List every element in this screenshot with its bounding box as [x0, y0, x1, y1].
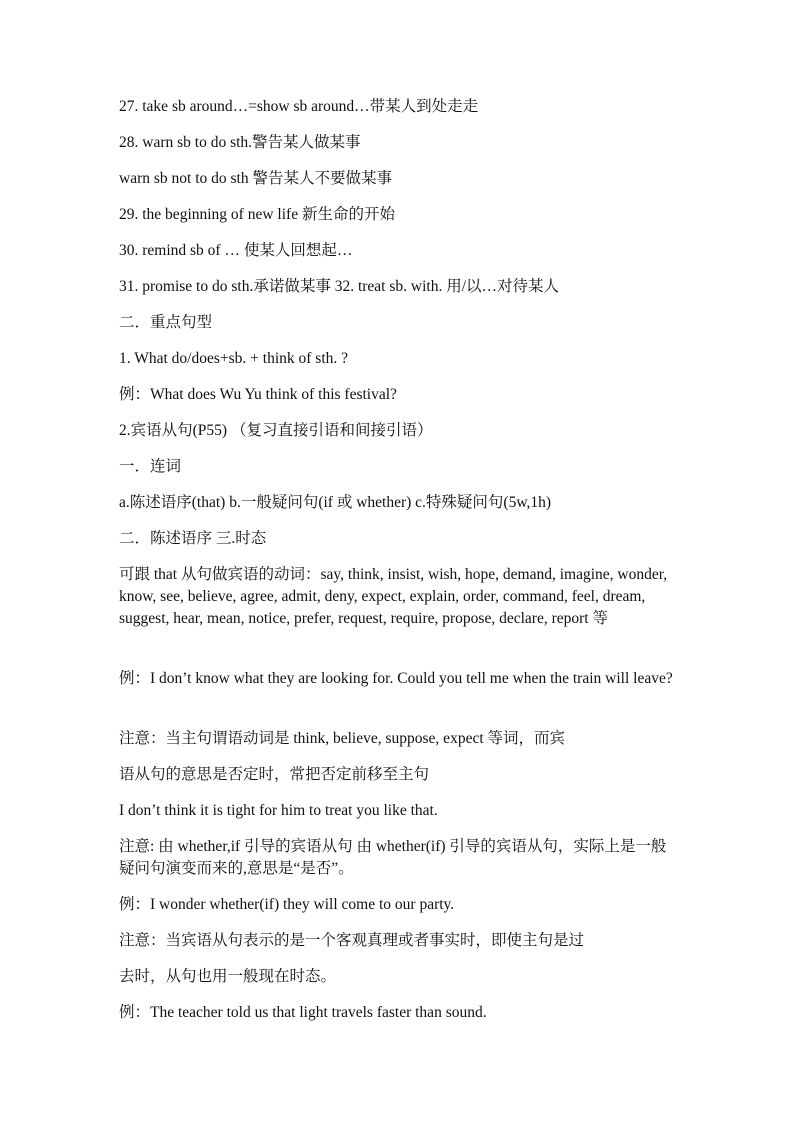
conjunction-types: a.陈述语序(that) b.一般疑问句(if 或 whether) c.特殊疑问句(5w,1h) — [119, 494, 552, 511]
item-27: 27. take sb around…=show sb around…带某人到处走走 — [119, 98, 479, 115]
word-order-tense-heading: 二．陈述语序 三.时态 — [119, 530, 267, 547]
example-festival: 例：What does Wu Yu think of this festival? — [119, 386, 397, 403]
example-tight: I don’t think it is tight for him to treat you like that. — [119, 802, 438, 819]
item-28: 28. warn sb to do sth.警告某人做某事 — [119, 134, 361, 151]
sentence-pattern-1: 1. What do/does+sb. + think of sth. ? — [119, 350, 349, 367]
note-objective-truth-line1: 注意：当宾语从句表示的是一个客观真理或者事实时，即使主句是过 — [119, 932, 585, 949]
example-looking-for: 例：I don’t know what they are looking for. Could you tell me when the train will leave? — [119, 670, 673, 687]
note-negative-transfer-line1: 注意：当主句谓语动词是 think, believe, suppose, expect 等词，而宾 — [119, 730, 566, 747]
note-negative-transfer-line2: 语从句的意思是否定时，常把否定前移至主句 — [119, 766, 430, 783]
conjunction-heading: 一．连词 — [119, 458, 182, 475]
object-clause-heading: 2.宾语从句(P55) （复习直接引语和间接引语） — [119, 422, 433, 439]
item-31-32: 31. promise to do sth.承诺做某事 32. treat sb. with. 用/以…对待某人 — [119, 278, 560, 295]
item-29: 29. the beginning of new life 新生命的开始 — [119, 206, 395, 223]
note-whether-if: 注意: 由 whether,if 引导的宾语从句 由 whether(if) 引导的宾语从句，实际上是一般疑问句演变而来的,意思是“是否”。 — [119, 838, 667, 877]
verbs-taking-that-clause: 可跟 that 从句做宾语的动词：say, think, insist, wish, hope, demand, imagine, wonder, know, see, believe, agree, admit, deny, expect, explain, order, command, feel, dream, suggest, hear, mean, notice, prefer, request, require, propose, declare, report 等 — [119, 566, 668, 627]
section-heading-key-sentences: 二．重点句型 — [119, 314, 213, 331]
example-wonder: 例：I wonder whether(if) they will come to our party. — [119, 896, 455, 913]
note-objective-truth-line2: 去时，从句也用一般现在时态。 — [119, 968, 337, 985]
example-light-sound: 例：The teacher told us that light travels faster than sound. — [119, 1004, 487, 1021]
item-28-negative: warn sb not to do sth 警告某人不要做某事 — [119, 170, 392, 187]
item-30: 30. remind sb of … 使某人回想起… — [119, 242, 353, 259]
